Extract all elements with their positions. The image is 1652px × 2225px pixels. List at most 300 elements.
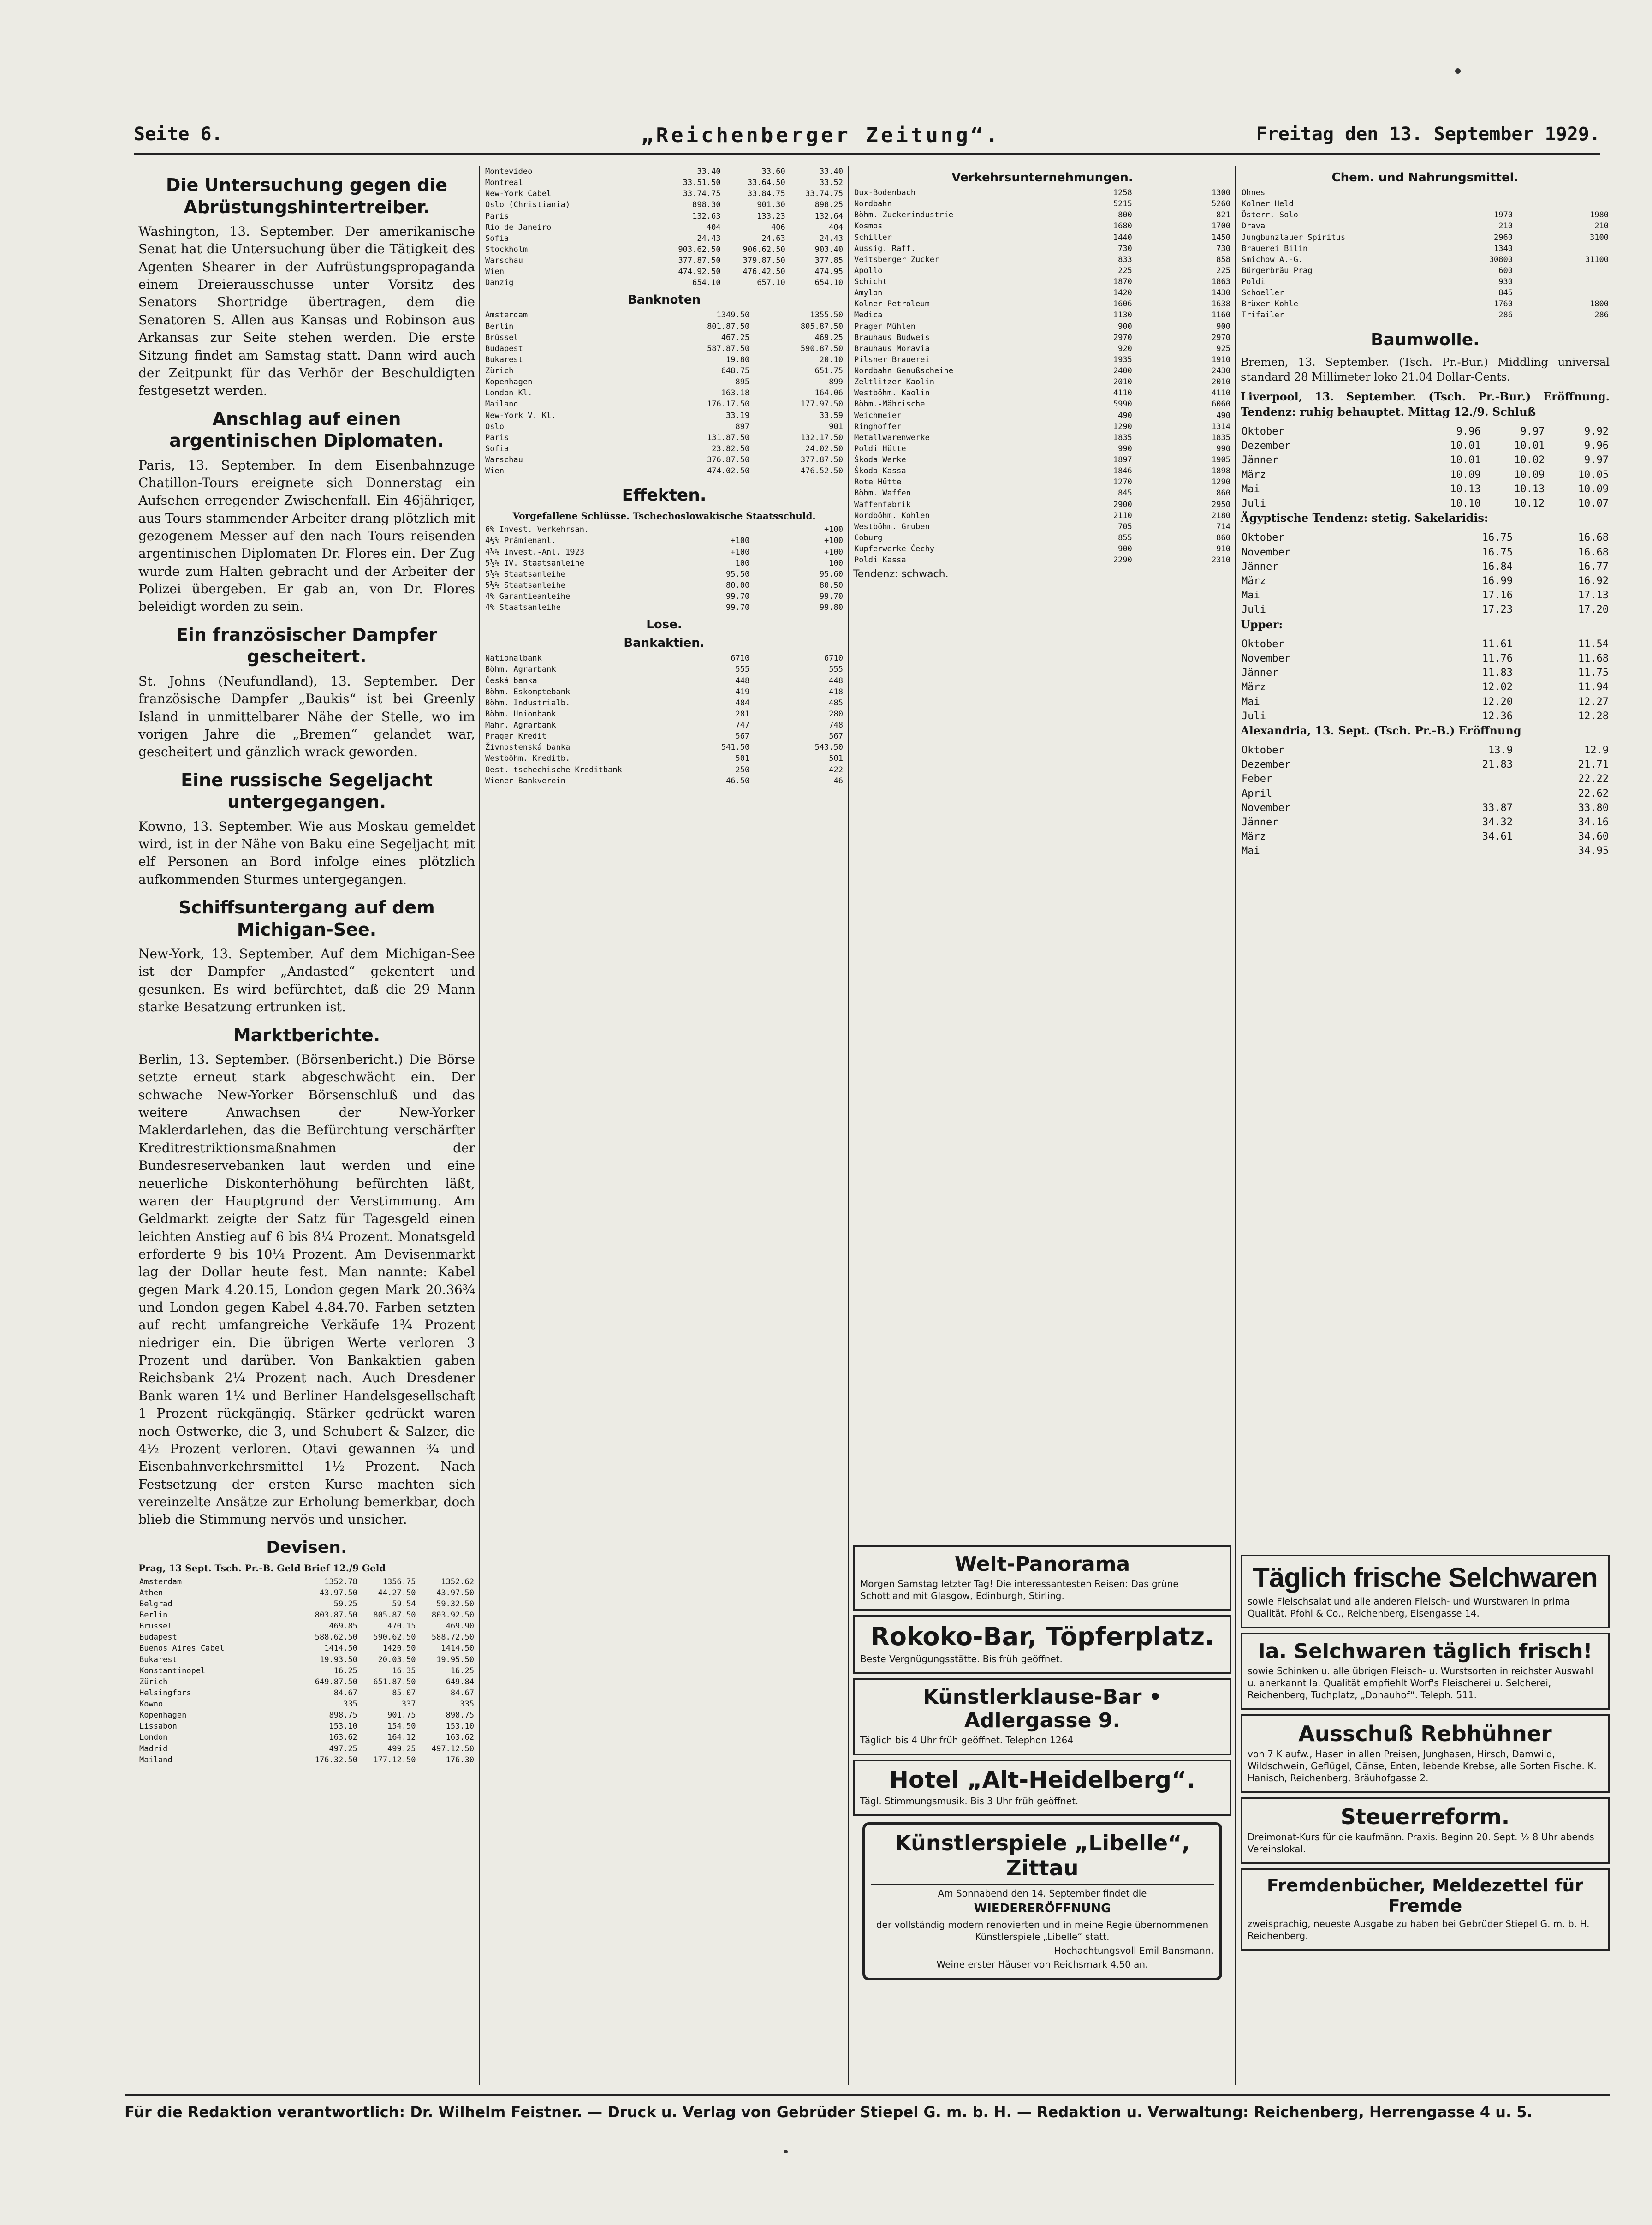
row-value: 33.64.50: [747, 178, 785, 188]
row-label: Poldi Kassa: [854, 555, 906, 565]
row-value: 377.87.50: [678, 256, 721, 265]
row-label: 6% Invest. Verkehrsan.: [485, 525, 589, 535]
row-label: Aussig. Raff.: [854, 244, 916, 253]
row-label: Kopenhagen: [139, 1711, 187, 1720]
table-row: [484, 602, 844, 613]
row-value: 588.72.50: [431, 1633, 474, 1642]
row-value: 281: [735, 709, 750, 719]
table-row: [853, 443, 1231, 454]
table-row: [1241, 695, 1610, 709]
row-value: 10.01: [1514, 440, 1545, 452]
table-row: [484, 266, 844, 277]
section-title: Bankaktien.: [624, 636, 705, 650]
row-value: 12.28: [1578, 710, 1609, 722]
row-label: Lissabon: [139, 1722, 177, 1731]
row-label: Brauhaus Moravia: [854, 344, 930, 353]
row-label: Weichmeier: [854, 411, 902, 420]
table-row: [138, 1610, 475, 1621]
row-value: 1290: [1113, 422, 1132, 431]
row-value: 845: [1498, 288, 1513, 298]
row-value: 860: [1216, 489, 1230, 498]
row-value: 33.74.75: [683, 189, 721, 199]
table-row: [484, 365, 844, 376]
row-value: 16.25: [333, 1666, 357, 1676]
table-row: [853, 243, 1231, 254]
table-row: [484, 332, 844, 343]
table-row: [484, 188, 844, 199]
row-value: 17.16: [1482, 590, 1513, 602]
table-row: [853, 488, 1231, 499]
row-value: 898.75: [446, 1711, 474, 1720]
table-row: [1241, 758, 1610, 772]
ad-selchwaren-frisch: [1241, 1633, 1610, 1710]
row-label: Trifailer: [1242, 310, 1284, 320]
row-value: 476.52.50: [800, 466, 843, 476]
row-label: Česká banka: [485, 676, 537, 686]
ad-title: Fremdenbücher, Meldezettel für Fremde: [1266, 1875, 1584, 1916]
table-row: [1241, 439, 1610, 453]
row-value: 930: [1498, 277, 1513, 286]
row-value: 31100: [1585, 255, 1609, 264]
row-value: 801.87.50: [707, 322, 750, 331]
row-value: 467.25: [721, 333, 750, 342]
row-label: Oktober: [1242, 638, 1284, 650]
table-row: [138, 1587, 475, 1599]
table-row: [853, 555, 1231, 566]
row-label: Montevideo: [485, 167, 533, 176]
row-value: 1897: [1113, 455, 1132, 465]
row-value: 17.13: [1578, 590, 1609, 602]
row-value: 1898: [1212, 466, 1230, 476]
row-value: 12.02: [1482, 681, 1513, 693]
row-value: 657.10: [757, 278, 785, 288]
table-row: [853, 354, 1231, 365]
row-value: 404: [706, 222, 721, 232]
row-label: Danzig: [485, 278, 514, 288]
ad-selchwaren: [1241, 1555, 1610, 1628]
row-value: 555: [829, 665, 843, 674]
row-label: Juli: [1242, 710, 1266, 722]
table-row: [484, 535, 844, 546]
row-label: Živnostenská banka: [485, 743, 570, 752]
row-value: 497.25: [329, 1744, 357, 1754]
row-value: 714: [1216, 522, 1230, 531]
table-row: [484, 547, 844, 558]
article-title: Eine russische Segeljacht untergegangen.: [181, 770, 433, 812]
table-row: [853, 254, 1231, 265]
row-label: Brüssel: [139, 1622, 172, 1631]
row-value: 1420: [1113, 288, 1132, 298]
row-value: +100: [824, 536, 843, 546]
row-value: 10.12: [1514, 498, 1545, 510]
row-value: 10.09: [1450, 469, 1481, 481]
row-label: Kupferwerke Čechy: [854, 544, 934, 554]
row-value: 422: [829, 765, 843, 775]
row-label: Jänner: [1242, 454, 1278, 466]
row-value: 474.92.50: [678, 267, 721, 277]
row-value: 33.74.75: [805, 189, 843, 199]
table-row: [138, 1621, 475, 1632]
ads-block: [1241, 1550, 1610, 1955]
table-row: [853, 332, 1231, 343]
table-row: [1241, 545, 1610, 560]
row-value: 16.77: [1578, 561, 1609, 573]
row-value: 210: [1498, 221, 1513, 231]
row-value: [1418, 787, 1514, 801]
row-value: 30800: [1489, 255, 1513, 264]
table-row: [484, 255, 844, 266]
row-value: 33.51.50: [683, 178, 721, 188]
row-value: 11.75: [1578, 667, 1609, 679]
row-label: Jänner: [1242, 667, 1278, 679]
upper-head: Upper:: [1241, 617, 1283, 631]
row-label: Dezember: [1242, 759, 1290, 771]
row-label: Jänner: [1242, 817, 1278, 829]
row-value: 906.62.50: [743, 245, 785, 254]
row-value: 1910: [1212, 355, 1230, 364]
row-value: 10.09: [1514, 469, 1545, 481]
row-value: 34.60: [1578, 831, 1609, 843]
row-value: 154.50: [387, 1722, 416, 1731]
row-value: 24.43: [819, 233, 843, 243]
row-value: 33.87: [1482, 802, 1513, 814]
table-row: [484, 709, 844, 720]
row-value: 1970: [1494, 210, 1513, 220]
row-value: 4110: [1113, 388, 1132, 398]
ad-text: Weine erster Häuser von Reichsmark 4.50 an.: [936, 1958, 1148, 1970]
row-value: 33.40: [697, 167, 721, 176]
row-value: 17.20: [1578, 604, 1609, 616]
row-value: 59.25: [333, 1599, 357, 1609]
ad-rebhuehner: [1241, 1714, 1610, 1793]
ad-title: Künstlerspiele „Libelle“, Zittau: [871, 1831, 1214, 1885]
row-value: 1835: [1113, 433, 1132, 442]
row-value: 20.03.50: [378, 1655, 416, 1664]
row-value: 497.12.50: [431, 1744, 474, 1754]
row-value: 1760: [1494, 299, 1513, 309]
row-label: Amsterdam: [139, 1577, 182, 1587]
row-label: Brüxer Kohle: [1242, 299, 1298, 309]
row-label: Oslo: [485, 422, 504, 431]
column-rates: [484, 166, 844, 787]
row-label: Wien: [485, 267, 504, 277]
row-value: 377.85: [814, 256, 843, 265]
row-value: 225: [1118, 266, 1132, 275]
row-value: 21.71: [1578, 759, 1609, 771]
row-label: Smichow A.-G.: [1242, 255, 1303, 264]
row-value: 1314: [1212, 422, 1230, 431]
row-value: 280: [829, 709, 843, 719]
row-value: 1420.50: [382, 1644, 416, 1653]
row-value: 899: [829, 377, 843, 387]
row-value: 337: [401, 1700, 416, 1709]
row-value: 903.62.50: [678, 245, 721, 254]
ad-alt-heidelberg: [853, 1760, 1231, 1816]
table-row: [138, 1721, 475, 1732]
table-row: [484, 399, 844, 410]
row-label: Poldi: [1242, 277, 1266, 286]
row-value: 404: [829, 222, 843, 232]
ink-speck: [784, 2150, 788, 2153]
row-value: 132.63: [692, 211, 721, 221]
table-row: [853, 543, 1231, 555]
row-value: 22.62: [1578, 787, 1609, 799]
row-value: 705: [1118, 522, 1132, 531]
row-value: 2970: [1113, 333, 1132, 342]
row-value: 80.00: [726, 580, 750, 590]
row-label: Feber: [1242, 773, 1272, 785]
row-value: 335: [343, 1700, 357, 1709]
row-value: 805.87.50: [800, 322, 843, 331]
row-label: Schoeller: [1242, 288, 1284, 298]
row-label: Warschau: [485, 455, 523, 465]
article-title: Ein französischer Dampfer gescheitert.: [176, 624, 438, 667]
row-value: 1160: [1212, 310, 1230, 320]
row-value: 9.92: [1584, 426, 1609, 437]
row-value: 335: [460, 1700, 474, 1709]
row-value: 1863: [1212, 277, 1230, 286]
row-value: 543.50: [814, 743, 843, 752]
row-value: 16.68: [1578, 546, 1609, 558]
row-value: 1870: [1113, 277, 1132, 286]
row-value: 476.42.50: [743, 267, 785, 277]
table-row: [484, 310, 844, 321]
row-value: 2960: [1494, 233, 1513, 242]
row-value: 1440: [1113, 233, 1132, 242]
ad-fremdenbuecher: [1241, 1868, 1610, 1951]
table-row: [853, 209, 1231, 221]
row-label: Mai: [1242, 845, 1260, 857]
row-value: 9.96: [1584, 440, 1609, 452]
row-value: 377.87.50: [800, 455, 843, 465]
table-row: [484, 720, 844, 731]
row-value: 99.70: [819, 592, 843, 601]
row-value: [1418, 198, 1514, 209]
ink-speck: [1455, 68, 1461, 74]
row-value: 1846: [1113, 466, 1132, 476]
row-value: 5990: [1113, 400, 1132, 409]
column-commodities: [1241, 166, 1610, 1941]
row-label: Brauerei Bilin: [1242, 244, 1308, 253]
row-value: 6710: [731, 654, 750, 663]
table-row: [1241, 221, 1610, 232]
row-value: 85.07: [392, 1688, 416, 1698]
row-value: 900: [1216, 322, 1230, 331]
row-label: Ringhoffer: [854, 422, 902, 431]
row-value: 34.61: [1482, 831, 1513, 843]
column-rule: [848, 166, 849, 2085]
row-value: 541.50: [721, 743, 750, 752]
row-label: Kosmos: [854, 221, 883, 231]
row-value: 19.95.50: [436, 1655, 474, 1664]
issue-date: Freitag den 13. September 1929.: [1256, 124, 1600, 145]
row-value: 34.32: [1482, 817, 1513, 829]
row-label: Stockholm: [485, 245, 528, 254]
tendency-note: Tendenz: schwach.: [853, 568, 949, 580]
row-value: 153.10: [329, 1722, 357, 1731]
row-value: 469.85: [329, 1622, 357, 1631]
row-value: 164.12: [387, 1733, 416, 1742]
row-value: 16.92: [1578, 575, 1609, 587]
table-row: [484, 664, 844, 675]
article-text: St. Johns (Neufundland), 13. September. Der französische Dampfer „Baukis“ ist bei Greenly Island in unmittelbarer Nähe der Stelle, wo im vorigen Jahre die „Bremen“ gelandet war, gescheitert und gänzlich wrack geworden.: [138, 673, 475, 760]
row-label: Westböhm. Kreditb.: [485, 754, 570, 764]
row-label: Paris: [485, 433, 509, 442]
table-row: [1241, 531, 1610, 545]
row-label: Athen: [139, 1588, 163, 1598]
table-row: [853, 321, 1231, 332]
row-label: Oest.-tschechische Kreditbank: [485, 765, 622, 775]
row-value: 418: [829, 687, 843, 697]
table-row: [484, 432, 844, 443]
row-value: 1258: [1113, 188, 1132, 197]
row-value: 490: [1216, 411, 1230, 420]
alex-table: [1241, 743, 1610, 859]
row-label: Warschau: [485, 256, 523, 265]
table-row: [484, 244, 844, 255]
article-title: Schiffsuntergang auf dem Michigan-See.: [178, 897, 435, 940]
row-value: 1700: [1212, 221, 1230, 231]
row-value: 80.50: [819, 580, 843, 590]
row-value: 1355.50: [810, 310, 843, 320]
row-value: 4110: [1212, 388, 1230, 398]
row-value: 16.68: [1578, 532, 1609, 544]
row-label: Böhm.-Mährische: [854, 400, 925, 409]
row-value: 2180: [1212, 511, 1230, 520]
row-value: 11.54: [1578, 638, 1609, 650]
article-text: Washington, 13. September. Der amerikanische Senat hat die Untersuchung über die Tätigkeit des Agenten Shearer in der Aufrüstungspropaganda einem Dreierausschusse unter Vorsitz des Senators Shortridge übertragen, dem die Senatoren S. Allen aus Kansas und Robinson aus Arkansas zur Seite stehen werden. Die erste Sitzung findet am Samstag statt. Dann wird auch der Zeitpunkt für das Verhör der Beschuldigten festgesetzt werden.: [138, 224, 475, 399]
row-value: 901.30: [757, 200, 785, 210]
row-label: Coburg: [854, 533, 883, 543]
row-value: +100: [824, 525, 843, 535]
table-row: [1241, 560, 1610, 574]
table-row: [484, 199, 844, 210]
row-value: 177.97.50: [800, 400, 843, 409]
table-row: [1241, 829, 1610, 844]
row-label: Sofia: [485, 444, 509, 453]
rates-table: [484, 166, 844, 288]
ad-title: Künstlerklause-Bar • Adlergasse 9.: [923, 1685, 1162, 1732]
row-value: 590.62.50: [373, 1633, 416, 1642]
table-row: [1241, 637, 1610, 651]
row-value: 19.80: [726, 355, 750, 364]
row-label: Mailand: [485, 400, 518, 409]
table-row: [1241, 844, 1610, 858]
row-label: Berlin: [485, 322, 514, 331]
ad-text: zweisprachig, neueste Ausgabe zu haben bei Gebrüder Stiepel G. m. b. H. Reichenberg.: [1248, 1918, 1590, 1941]
row-label: Oktober: [1242, 426, 1284, 437]
row-value: 590.87.50: [800, 344, 843, 353]
page-number: Seite 6.: [134, 124, 223, 145]
table-row: [1241, 801, 1610, 815]
row-value: 163.18: [721, 388, 750, 398]
row-label: Schicht: [854, 277, 887, 286]
table-row: [484, 343, 844, 354]
row-value: 1980: [1590, 210, 1609, 220]
ad-title: Täglich frische Selchwaren: [1253, 1562, 1598, 1593]
table-row: [484, 653, 844, 664]
table-row: [484, 211, 844, 222]
row-label: Pilsner Brauerei: [854, 355, 930, 364]
table-row: [1241, 232, 1610, 243]
row-label: Konstantinopel: [139, 1666, 206, 1676]
row-label: 4% Staatsanleihe: [485, 603, 561, 613]
row-value: 133.23: [757, 211, 785, 221]
row-label: Zeltlitzer Kaolin: [854, 377, 934, 387]
row-value: [657, 524, 750, 535]
row-value: 33.40: [819, 167, 843, 176]
table-row: [853, 287, 1231, 298]
table-row: [1241, 265, 1610, 276]
row-value: 10.01: [1450, 440, 1481, 452]
row-value: 805.87.50: [373, 1611, 416, 1620]
column-industry: [853, 166, 1231, 1970]
table-row: [1241, 482, 1610, 496]
row-label: Veitsberger Zucker: [854, 255, 939, 264]
row-value: 651.87.50: [373, 1677, 416, 1687]
table-row: [853, 232, 1231, 243]
row-label: Böhm. Zuckerindustrie: [854, 210, 953, 220]
row-label: November: [1242, 652, 1290, 664]
row-label: Sofia: [485, 233, 509, 243]
row-value: 900: [1118, 544, 1132, 554]
row-value: 2400: [1113, 366, 1132, 376]
row-label: Bukarest: [485, 355, 523, 364]
section-title: Lose.: [646, 618, 682, 632]
row-label: Wiener Bankverein: [485, 776, 565, 786]
row-value: [1514, 198, 1610, 209]
row-value: 845: [1118, 489, 1132, 498]
row-value: 800: [1118, 210, 1132, 220]
article-text: New-York, 13. September. Auf dem Michigan-See ist der Dampfer „Andasted“ gekentert und gesunken. Es wird befürchtet, daß die 29 Mann starke Besatzung ertrunken ist.: [138, 946, 475, 1015]
table-row: [1241, 209, 1610, 221]
ad-text: von 7 K aufw., Hasen in allen Preisen, Junghasen, Hirsch, Damwild, Wildschwein, Geflügel, Gänse, Enten, lebende Krebse, alle Sorten Fische. K. Hanisch, Reichenberg, Bräuhofgasse 2.: [1248, 1748, 1597, 1784]
ad-text: Beste Vergnügungsstätte. Bis früh geöffnet.: [860, 1653, 1063, 1664]
row-value: 1606: [1113, 299, 1132, 309]
table-row: [1241, 198, 1610, 209]
row-value: +100: [731, 547, 750, 557]
row-value: 99.70: [726, 603, 750, 613]
row-label: Apollo: [854, 266, 883, 275]
ad-libelle: [862, 1822, 1222, 1980]
table-row: [1241, 468, 1610, 482]
row-value: 499.25: [387, 1744, 416, 1754]
row-label: Budapest: [139, 1633, 177, 1642]
row-label: 5½% Staatsanleihe: [485, 569, 565, 579]
row-label: Buenos Aires Cabel: [139, 1644, 225, 1653]
row-value: 1270: [1113, 477, 1132, 487]
alex-head: Alexandria, 13. Sept. (Tsch. Pr.-B.) Eröffnung: [1241, 723, 1521, 737]
row-value: 23.82.50: [712, 444, 750, 453]
row-label: Prager Mühlen: [854, 322, 916, 331]
row-value: 59.32.50: [436, 1599, 474, 1609]
table-row: [484, 731, 844, 742]
table-row: [1241, 743, 1610, 758]
section-title: Verkehrsunternehmungen.: [951, 171, 1133, 185]
row-label: März: [1242, 575, 1266, 587]
row-value: 100: [829, 558, 843, 568]
row-value: 16.75: [1482, 532, 1513, 544]
row-value: 131.87.50: [707, 433, 750, 442]
row-value: 163.62: [329, 1733, 357, 1742]
row-value: 9.96: [1456, 426, 1481, 437]
table-row: [138, 1576, 475, 1587]
row-value: 19.93.50: [320, 1655, 357, 1664]
row-value: 33.19: [726, 411, 750, 420]
row-value: 33.80: [1578, 802, 1609, 814]
row-value: 2950: [1212, 500, 1230, 509]
row-label: Kolner Held: [1242, 199, 1294, 209]
